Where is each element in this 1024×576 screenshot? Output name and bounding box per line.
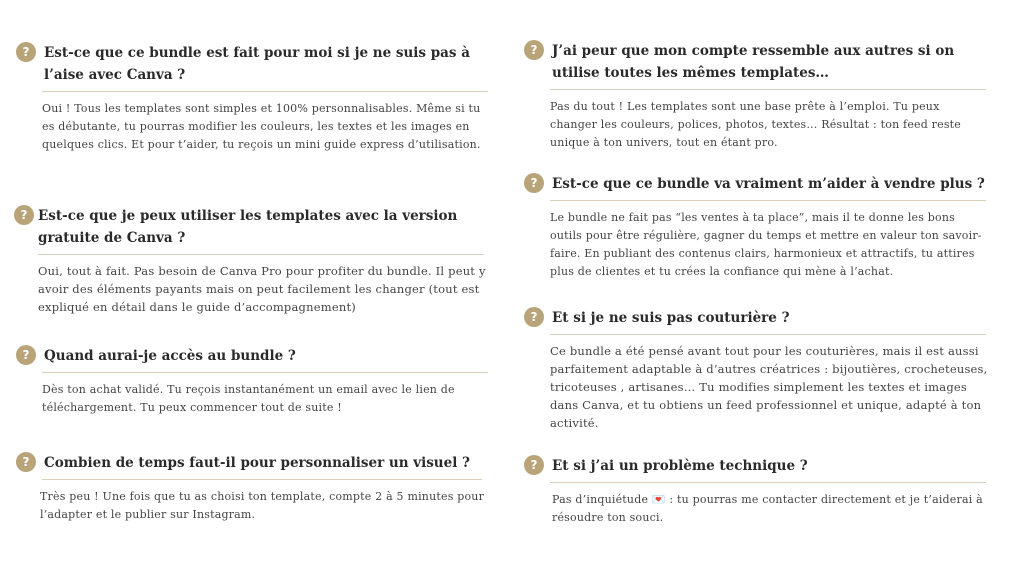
question-mark-icon: ? [14,205,34,225]
faq-question: J’ai peur que mon compte ressemble aux autres si on utilise toutes les mêmes templates… [552,43,955,81]
divider [550,334,986,335]
faq-answer: Oui, tout à fait. Pas besoin de Canva Pro pour profiter du bundle. Il peut y avoir des éléments payants mais on peut facilement les changer (tout est expliqué en détail dans le guide d’accompagnement) [38,264,486,314]
faq-item [524,455,994,527]
faq-question-row [16,452,506,474]
faq-question: Combien de temps faut-il pour personnaliser un visuel ? [44,455,470,471]
faq-question-row [14,205,484,249]
faq-question-row [16,42,488,86]
faq-question-row [524,307,994,329]
faq-answer: Pas d’inquiétude 💌 : tu pourras me contacter directement et je t’aiderai à résoudre ton souci. [552,493,983,524]
divider [42,372,488,373]
question-mark-icon: ? [524,40,544,60]
question-mark-icon: ? [16,452,36,472]
question-mark-icon: ? [16,42,36,62]
faq-answer: Très peu ! Une fois que tu as choisi ton template, compte 2 à 5 minutes pour l’adapter et le publier sur Instagram. [40,490,485,521]
faq-question: Est-ce que je peux utiliser les templates avec la version gratuite de Canva ? [38,208,458,246]
faq-question: Quand aurai-je accès au bundle ? [44,348,296,364]
faq-answer: Dès ton achat validé. Tu reçois instantanément un email avec le lien de téléchargement. Tu peux commencer tout de suite ! [42,383,455,414]
faq-item [16,42,488,154]
divider [550,200,986,201]
faq-item [524,173,994,281]
faq-question: Et si j’ai un problème technique ? [552,458,808,474]
divider [550,482,986,483]
question-mark-icon: ? [524,173,544,193]
faq-answer: Ce bundle a été pensé avant tout pour les couturières, mais il est aussi parfaitement adaptable à d’autres créatrices : bijoutières, crocheteuses, tricoteuses , artisanes… Tu modifies simplement les textes et images dans Canva, et tu obtiens un feed professionnel et unique, adapté à ton activité. [550,344,988,430]
divider [550,89,986,90]
faq-answer: Le bundle ne fait pas “les ventes à ta place”, mais il te donne les bons outils pour être régulière, gagner du temps et mettre en valeur ton savoir-faire. En publiant des contenus clairs, harmonieux et attractifs, tu attires plus de clientes et tu crées la confiance qui mène à l’achat. [550,211,982,278]
divider [42,91,488,92]
faq-item [16,345,488,417]
faq-question: Est-ce que ce bundle va vraiment m’aider à vendre plus ? [552,176,985,192]
faq-answer: Pas du tout ! Les templates sont une base prête à l’emploi. Tu peux changer les couleurs, polices, photos, textes… Résultat : ton feed reste unique à ton univers, tout en étant pro. [550,100,962,149]
faq-question-row [524,455,994,477]
faq-question-row [524,40,994,84]
question-mark-icon: ? [524,307,544,327]
faq-item [14,205,484,316]
faq-item [524,40,994,152]
divider [42,479,482,480]
divider [38,254,484,255]
faq-item [524,307,994,432]
question-mark-icon: ? [524,455,544,475]
faq-question-row [524,173,994,195]
faq-question: Est-ce que ce bundle est fait pour moi si je ne suis pas à l’aise avec Canva ? [44,45,470,83]
faq-answer: Oui ! Tous les templates sont simples et 100% personnalisables. Même si tu es débutante, tu pourras modifier les couleurs, les textes et les images en quelques clics. Et pour t’aider, tu reçois un mini guide express d’utilisation. [42,102,481,151]
faq-question: Et si je ne suis pas couturière ? [552,310,790,326]
faq-item [16,452,506,524]
question-mark-icon: ? [16,345,36,365]
faq-question-row [16,345,488,367]
